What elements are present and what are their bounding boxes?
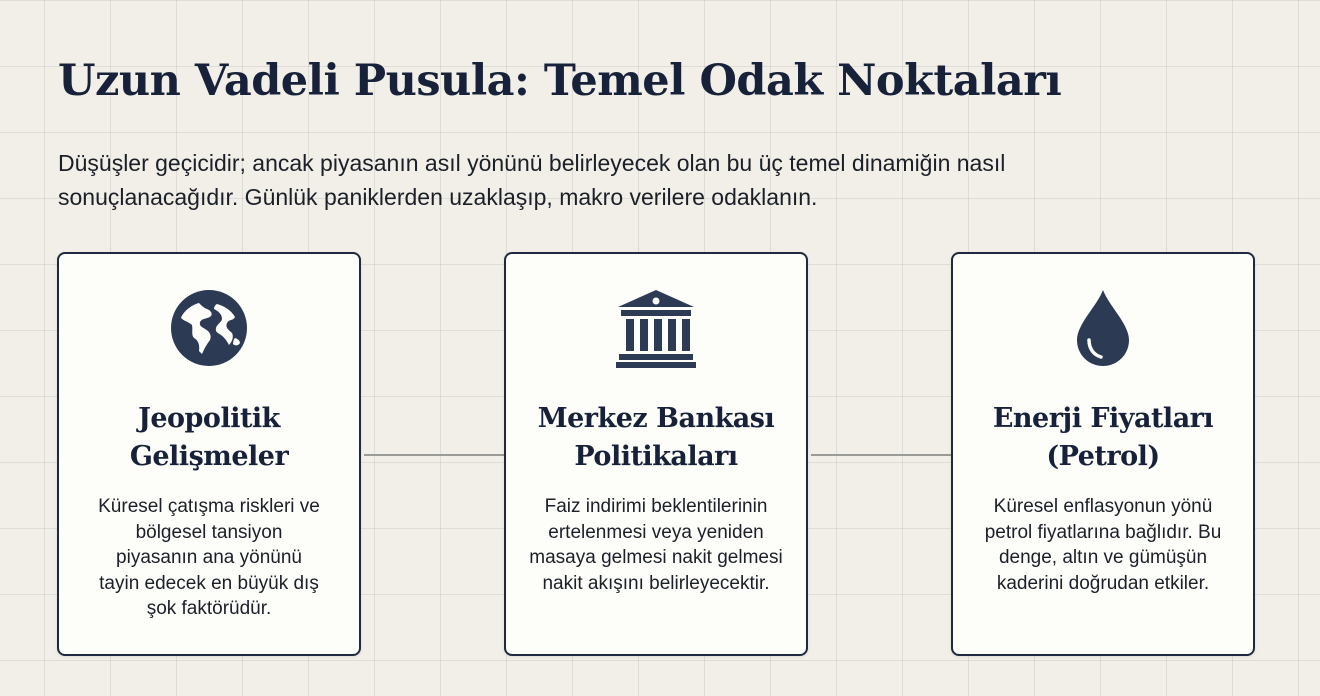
card-title: Merkez Bankası Politikaları bbox=[537, 403, 775, 472]
page-title: Uzun Vadeli Pusula: Temel Odak Noktaları bbox=[58, 56, 1062, 106]
card-energy bbox=[951, 252, 1255, 656]
connector-line bbox=[364, 454, 505, 456]
globe-icon bbox=[59, 286, 359, 370]
card-title: Enerji Fiyatları (Petrol) bbox=[992, 403, 1214, 472]
card-body: Küresel çatışma riskleri ve bölgesel tansiyon piyasanın ana yönünü tayin edecek en büyük dış şok faktörüdür. bbox=[98, 496, 320, 619]
page-subtitle: Düşüşler geçicidir; ancak piyasanın asıl yönünü belirleyecek olan bu üç temel dinamiğin nasıl sonuçlanacağıdır. Günlük paniklerden uzaklaşıp, makro verilere odaklanın. bbox=[58, 150, 1006, 210]
card-central-bank bbox=[504, 252, 808, 656]
card-body: Küresel enflasyonun yönü petrol fiyatlarına bağlıdır. Bu denge, altın ve gümüşün kaderini doğrudan etkiler. bbox=[984, 496, 1222, 594]
card-geopolitics bbox=[57, 252, 361, 656]
card-title: Jeopolitik Gelişmeler bbox=[129, 403, 289, 472]
oil-drop-icon bbox=[953, 286, 1253, 370]
card-body: Faiz indirimi beklentilerinin ertelenmesi veya yeniden masaya gelmesi nakit gelmesi nakit akışını belirleyecektir. bbox=[529, 496, 783, 594]
bank-icon bbox=[506, 286, 806, 370]
connector-line bbox=[811, 454, 952, 456]
